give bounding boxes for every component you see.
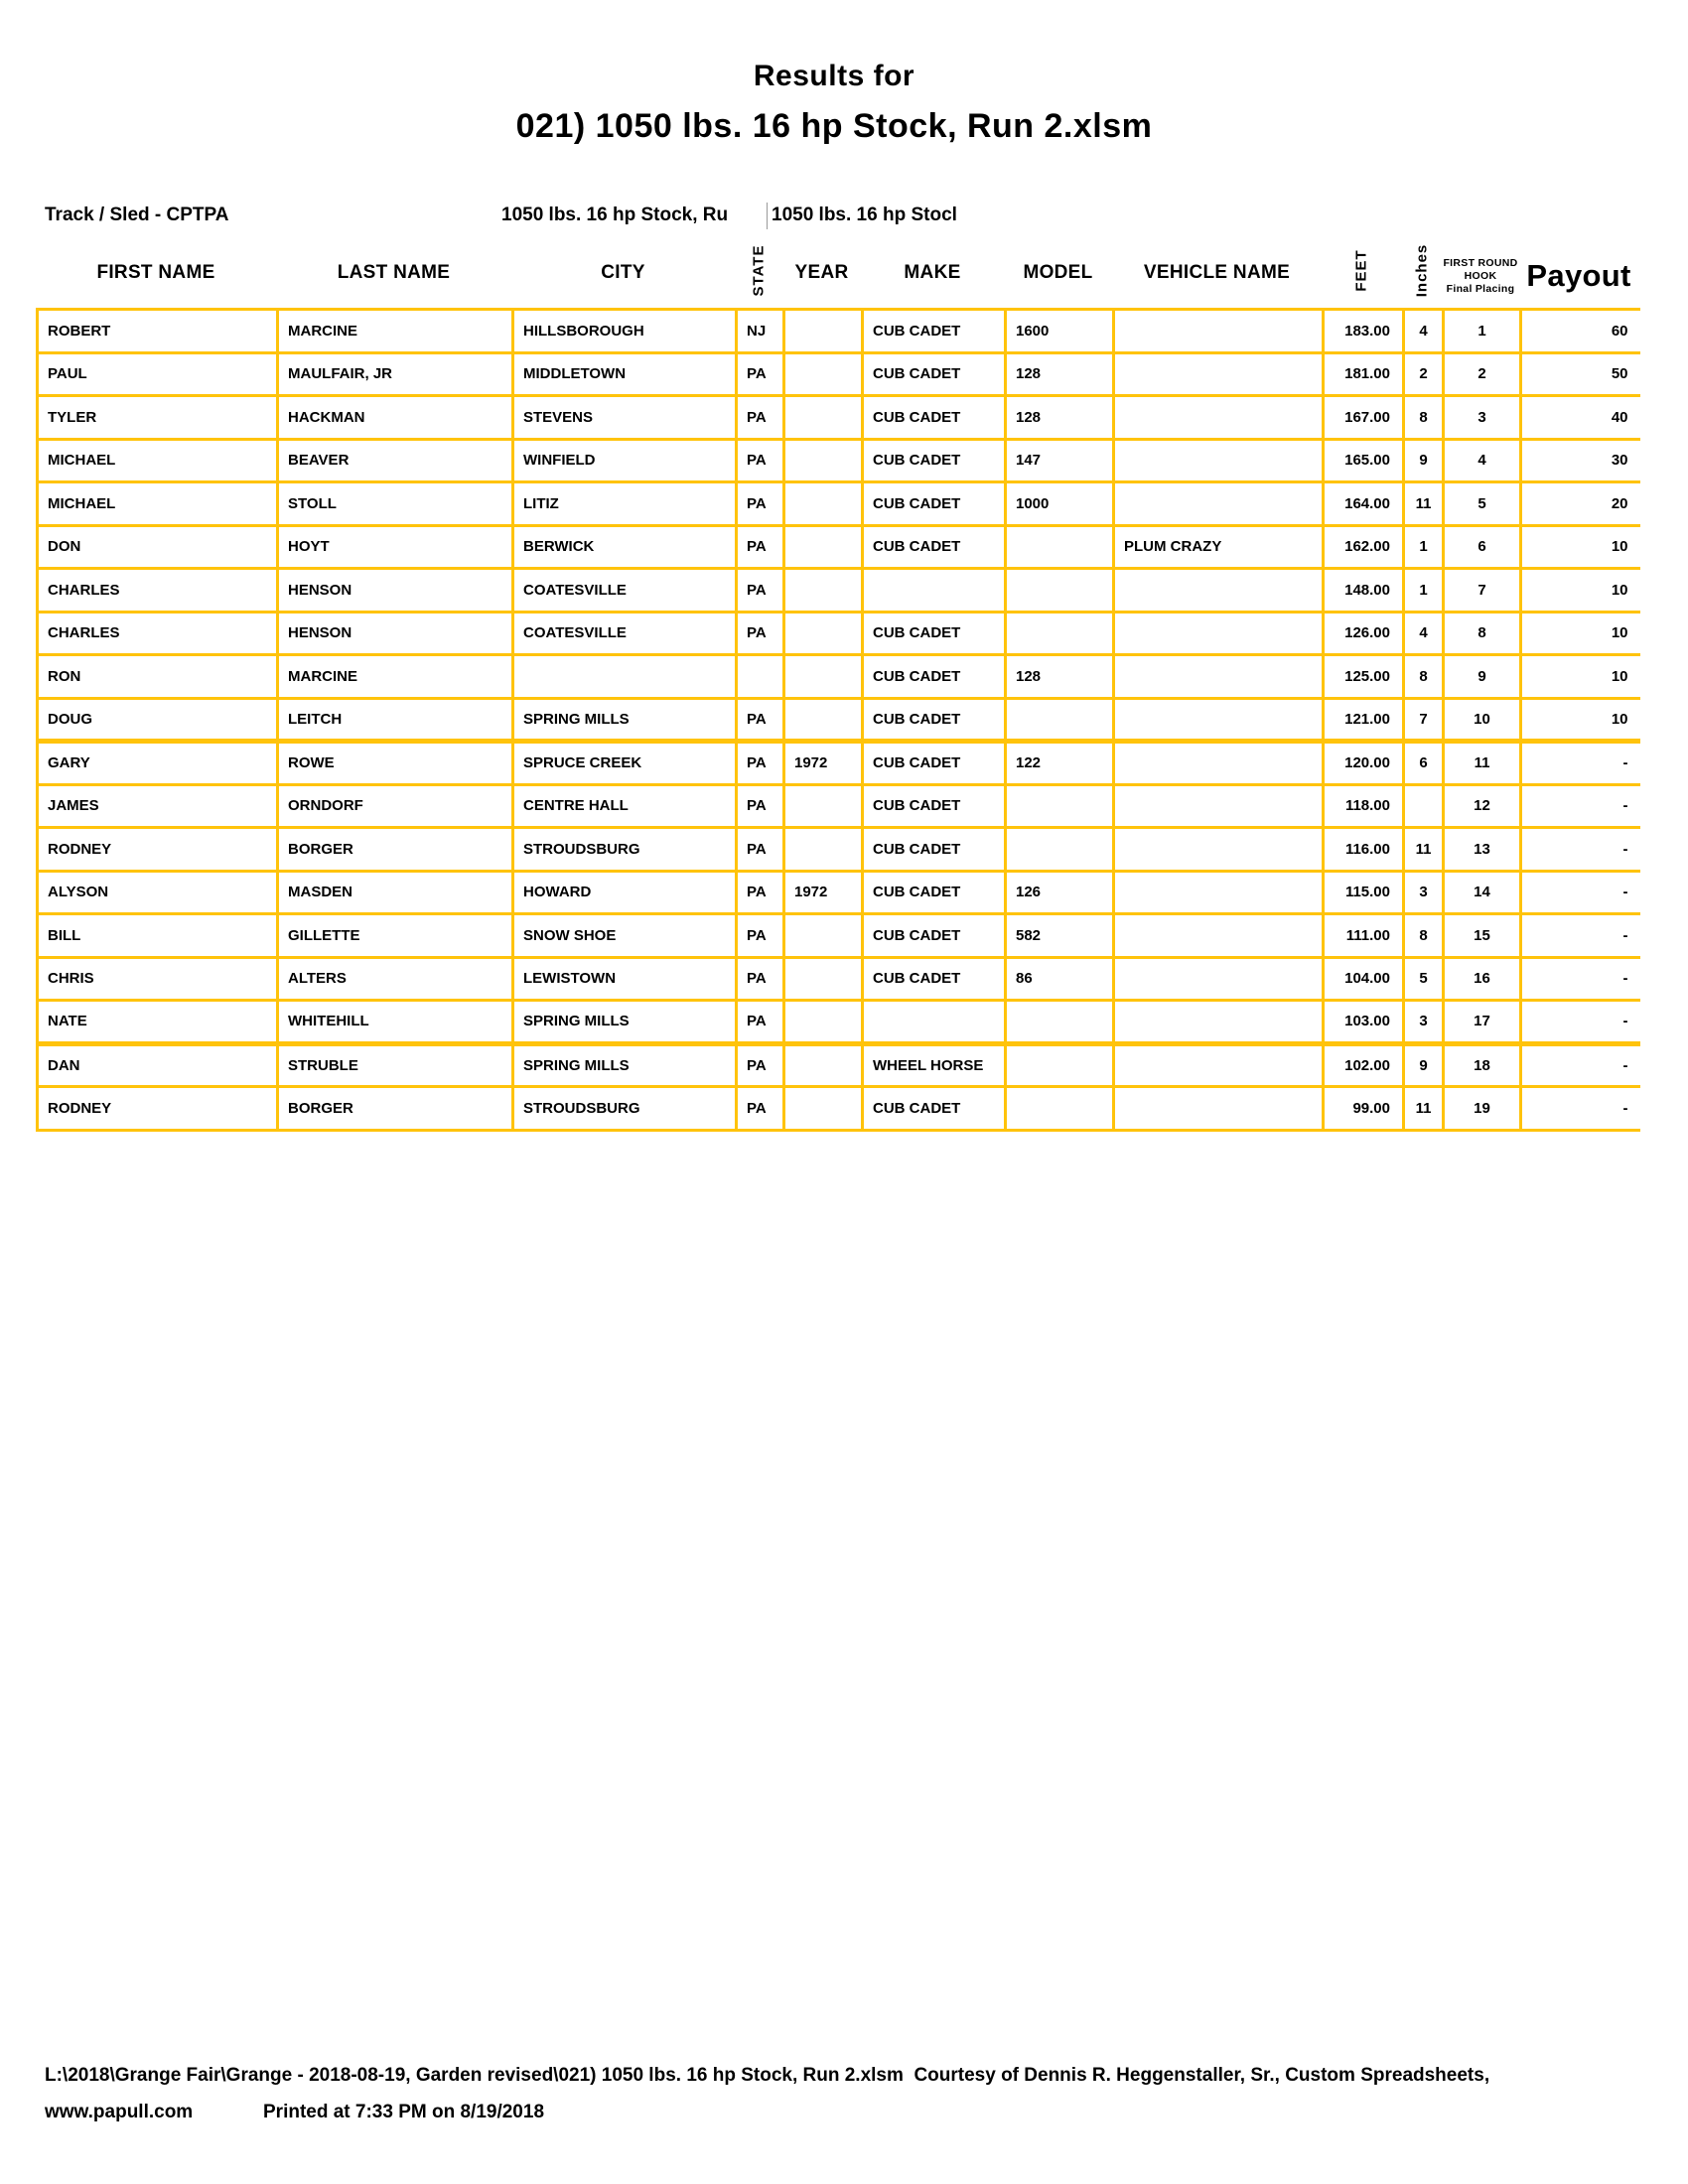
table-row [38, 310, 1640, 353]
cell-first-name: CHARLES [38, 612, 278, 655]
cell-vehicle-name [1114, 352, 1324, 396]
cell-year: 1972 [784, 871, 863, 914]
cell-hook: 19 [1444, 1087, 1521, 1131]
cell-payout: - [1521, 1001, 1640, 1044]
cell-state: PA [737, 352, 784, 396]
cell-model [1006, 525, 1114, 569]
cell-payout: - [1521, 828, 1640, 872]
cell-city: CENTRE HALL [513, 784, 737, 828]
cell-vehicle-name [1114, 742, 1324, 785]
cell-state: PA [737, 482, 784, 526]
cell-first-name: DON [38, 525, 278, 569]
table-row [38, 396, 1640, 440]
cell-feet: 121.00 [1324, 698, 1404, 742]
cell-inches: 8 [1404, 396, 1444, 440]
cell-feet: 111.00 [1324, 914, 1404, 958]
cell-year [784, 698, 863, 742]
report-filename-title: 021) 1050 lbs. 16 hp Stock, Run 2.xlsm [515, 107, 1153, 145]
column-header-state [735, 232, 782, 308]
cell-year [784, 1001, 863, 1044]
cell-vehicle-name [1114, 482, 1324, 526]
cell-hook: 18 [1444, 1043, 1521, 1087]
table-row [38, 525, 1640, 569]
cell-payout: - [1521, 1043, 1640, 1087]
cell-year [784, 439, 863, 482]
column-header-vehicle-name: VEHICLE NAME [1143, 262, 1291, 283]
cell-last-name: ORNDORF [278, 784, 513, 828]
cell-make: CUB CADET [863, 310, 1006, 353]
cell-state: PA [737, 396, 784, 440]
cell-make: CUB CADET [863, 828, 1006, 872]
cell-hook: 13 [1444, 828, 1521, 872]
cell-make: CUB CADET [863, 439, 1006, 482]
footer-second-line [45, 2102, 1653, 2125]
cell-year [784, 352, 863, 396]
cell-first-name: MICHAEL [38, 482, 278, 526]
cell-payout: 10 [1521, 612, 1640, 655]
cell-state: PA [737, 742, 784, 785]
cell-year [784, 482, 863, 526]
cell-vehicle-name [1114, 612, 1324, 655]
cell-payout: 10 [1521, 698, 1640, 742]
cell-city: SPRING MILLS [513, 698, 737, 742]
cell-city: SNOW SHOE [513, 914, 737, 958]
cell-last-name: LEITCH [278, 698, 513, 742]
cell-feet: 183.00 [1324, 310, 1404, 353]
cell-last-name: GILLETTE [278, 914, 513, 958]
cell-last-name: MASDEN [278, 871, 513, 914]
cell-vehicle-name [1114, 1001, 1324, 1044]
cell-first-name: MICHAEL [38, 439, 278, 482]
cell-state: PA [737, 1001, 784, 1044]
cell-city [513, 655, 737, 699]
cell-feet: 181.00 [1324, 352, 1404, 396]
table-header-row [36, 232, 1638, 308]
cell-make: WHEEL HORSE [863, 1043, 1006, 1087]
track-sled-label: Track / Sled - CPTPA [45, 205, 229, 225]
cell-inches: 1 [1404, 569, 1444, 613]
cell-first-name: GARY [38, 742, 278, 785]
cell-make: CUB CADET [863, 957, 1006, 1001]
cell-city: HILLSBOROUGH [513, 310, 737, 353]
cell-make: CUB CADET [863, 698, 1006, 742]
cell-model: 1600 [1006, 310, 1114, 353]
cell-first-name: DOUG [38, 698, 278, 742]
table-row [38, 482, 1640, 526]
cell-inches: 4 [1404, 310, 1444, 353]
cell-city: STEVENS [513, 396, 737, 440]
cell-payout: 10 [1521, 655, 1640, 699]
results-tbody [38, 310, 1640, 1131]
cell-vehicle-name [1114, 957, 1324, 1001]
cell-last-name: ALTERS [278, 957, 513, 1001]
cell-state: PA [737, 914, 784, 958]
cell-year [784, 310, 863, 353]
cell-city: WINFIELD [513, 439, 737, 482]
table-row [38, 655, 1640, 699]
cell-inches: 6 [1404, 742, 1444, 785]
cell-feet: 118.00 [1324, 784, 1404, 828]
cell-feet: 162.00 [1324, 525, 1404, 569]
cell-first-name: ROBERT [38, 310, 278, 353]
cell-state: PA [737, 957, 784, 1001]
class-name-left: 1050 lbs. 16 hp Stock, Ru [501, 205, 729, 225]
cell-first-name: NATE [38, 1001, 278, 1044]
cell-city: STROUDSBURG [513, 1087, 737, 1131]
cell-make: CUB CADET [863, 482, 1006, 526]
cell-make: CUB CADET [863, 742, 1006, 785]
cell-hook: 11 [1444, 742, 1521, 785]
cell-first-name: ALYSON [38, 871, 278, 914]
cell-hook: 10 [1444, 698, 1521, 742]
cell-payout: - [1521, 871, 1640, 914]
cell-hook: 5 [1444, 482, 1521, 526]
cell-state: PA [737, 698, 784, 742]
cell-make: CUB CADET [863, 1087, 1006, 1131]
cell-year [784, 612, 863, 655]
cell-inches: 7 [1404, 698, 1444, 742]
cell-vehicle-name [1114, 396, 1324, 440]
cell-payout: 30 [1521, 439, 1640, 482]
cell-payout: 10 [1521, 525, 1640, 569]
cell-vehicle-name [1114, 784, 1324, 828]
cell-feet: 116.00 [1324, 828, 1404, 872]
cell-model: 147 [1006, 439, 1114, 482]
cell-last-name: HACKMAN [278, 396, 513, 440]
cell-city: LITIZ [513, 482, 737, 526]
cell-make: CUB CADET [863, 396, 1006, 440]
cell-city: SPRING MILLS [513, 1043, 737, 1087]
cell-last-name: ROWE [278, 742, 513, 785]
table-row [38, 871, 1640, 914]
table-row [38, 439, 1640, 482]
cell-state: NJ [737, 310, 784, 353]
column-header-last-name: LAST NAME [337, 262, 451, 283]
cell-feet: 125.00 [1324, 655, 1404, 699]
column-header-label: STATE [750, 244, 768, 296]
cell-last-name: HENSON [278, 612, 513, 655]
column-header-city: CITY [601, 262, 645, 283]
cell-hook: 1 [1444, 310, 1521, 353]
cell-hook: 8 [1444, 612, 1521, 655]
cell-vehicle-name [1114, 439, 1324, 482]
cell-payout: - [1521, 1087, 1640, 1131]
cell-inches: 2 [1404, 352, 1444, 396]
cell-model: 86 [1006, 957, 1114, 1001]
cell-vehicle-name: PLUM CRAZY [1114, 525, 1324, 569]
cell-inches [1404, 784, 1444, 828]
cell-make: CUB CADET [863, 612, 1006, 655]
cell-inches: 9 [1404, 1043, 1444, 1087]
cell-vehicle-name [1114, 310, 1324, 353]
class-name-right: 1050 lbs. 16 hp Stocl [772, 205, 957, 225]
report-footer [45, 2065, 1653, 2125]
cell-payout: - [1521, 914, 1640, 958]
cell-feet: 104.00 [1324, 957, 1404, 1001]
cell-last-name: MARCINE [278, 655, 513, 699]
cell-model [1006, 1043, 1114, 1087]
cell-model [1006, 569, 1114, 613]
cell-make [863, 569, 1006, 613]
cell-vehicle-name [1114, 871, 1324, 914]
cell-model: 126 [1006, 871, 1114, 914]
results-table [36, 308, 1640, 1132]
cell-city: COATESVILLE [513, 569, 737, 613]
cell-make: CUB CADET [863, 352, 1006, 396]
cell-vehicle-name [1114, 828, 1324, 872]
cell-model [1006, 828, 1114, 872]
cell-city: HOWARD [513, 871, 737, 914]
cell-hook: 6 [1444, 525, 1521, 569]
column-header-label-line: FIRST ROUND [1443, 257, 1518, 269]
cell-vehicle-name [1114, 914, 1324, 958]
printed-timestamp: Printed at 7:33 PM on 8/19/2018 [263, 2102, 545, 2122]
report-title-block [10, 60, 1658, 146]
website-text: www.papull.com [45, 2102, 194, 2122]
cell-payout: 40 [1521, 396, 1640, 440]
cell-hook: 7 [1444, 569, 1521, 613]
cell-model [1006, 698, 1114, 742]
cell-payout: 60 [1521, 310, 1640, 353]
column-header-label-line: HOOK [1464, 270, 1497, 282]
table-row [38, 698, 1640, 742]
column-header-feet [1322, 232, 1402, 308]
cell-first-name: CHRIS [38, 957, 278, 1001]
cell-city: COATESVILLE [513, 612, 737, 655]
cell-inches: 5 [1404, 957, 1444, 1001]
cell-hook: 16 [1444, 957, 1521, 1001]
cell-hook: 14 [1444, 871, 1521, 914]
table-row [38, 914, 1640, 958]
cell-make: CUB CADET [863, 784, 1006, 828]
column-header-hook [1442, 257, 1519, 296]
cell-feet: 164.00 [1324, 482, 1404, 526]
cell-payout: 20 [1521, 482, 1640, 526]
cell-city: SPRUCE CREEK [513, 742, 737, 785]
cell-year [784, 1087, 863, 1131]
cell-last-name: BORGER [278, 1087, 513, 1131]
cell-vehicle-name [1114, 1043, 1324, 1087]
column-header-make: MAKE [904, 262, 961, 283]
cell-payout: - [1521, 957, 1640, 1001]
cell-year [784, 1043, 863, 1087]
cell-state: PA [737, 1043, 784, 1087]
cell-model: 128 [1006, 352, 1114, 396]
table-row [38, 784, 1640, 828]
cell-inches: 11 [1404, 482, 1444, 526]
report-title: Results for [753, 60, 915, 92]
cell-make: CUB CADET [863, 655, 1006, 699]
cell-hook: 12 [1444, 784, 1521, 828]
cell-state: PA [737, 1087, 784, 1131]
table-row [38, 742, 1640, 785]
column-header-label-line: Final Placing [1446, 283, 1515, 295]
cell-city: LEWISTOWN [513, 957, 737, 1001]
cell-feet: 126.00 [1324, 612, 1404, 655]
cell-hook: 15 [1444, 914, 1521, 958]
cell-year [784, 828, 863, 872]
cell-inches: 8 [1404, 655, 1444, 699]
cell-first-name: TYLER [38, 396, 278, 440]
cell-state: PA [737, 525, 784, 569]
cell-make [863, 1001, 1006, 1044]
cell-state: PA [737, 871, 784, 914]
cell-feet: 99.00 [1324, 1087, 1404, 1131]
cell-last-name: BORGER [278, 828, 513, 872]
cell-hook: 17 [1444, 1001, 1521, 1044]
cell-hook: 4 [1444, 439, 1521, 482]
cell-inches: 3 [1404, 871, 1444, 914]
cell-inches: 11 [1404, 1087, 1444, 1131]
cell-last-name: STOLL [278, 482, 513, 526]
cell-payout: - [1521, 742, 1640, 785]
cell-first-name: RODNEY [38, 1087, 278, 1131]
cell-last-name: BEAVER [278, 439, 513, 482]
cell-year [784, 957, 863, 1001]
column-header-label: FEET [1353, 248, 1370, 292]
cell-make: CUB CADET [863, 525, 1006, 569]
cell-first-name: BILL [38, 914, 278, 958]
cell-first-name: DAN [38, 1043, 278, 1087]
cell-year [784, 914, 863, 958]
cell-state: PA [737, 612, 784, 655]
cell-feet: 167.00 [1324, 396, 1404, 440]
cell-model: 582 [1006, 914, 1114, 958]
column-header-model: MODEL [1023, 262, 1093, 283]
table-row [38, 352, 1640, 396]
cell-hook: 3 [1444, 396, 1521, 440]
cell-inches: 11 [1404, 828, 1444, 872]
cell-first-name: CHARLES [38, 569, 278, 613]
cell-model: 128 [1006, 655, 1114, 699]
cell-feet: 115.00 [1324, 871, 1404, 914]
cell-first-name: RODNEY [38, 828, 278, 872]
cell-feet: 165.00 [1324, 439, 1404, 482]
cell-feet: 103.00 [1324, 1001, 1404, 1044]
file-path-text: L:\2018\Grange Fair\Grange - 2018-08-19, Garden revised\021) 1050 lbs. 16 hp Stock, Run 2.xlsm Courtesy of Dennis R. Heggenstaller, Sr., Custom Spreadsheets, [45, 2065, 1490, 2086]
cell-model [1006, 1087, 1114, 1131]
cell-payout: 10 [1521, 569, 1640, 613]
column-header-payout: Payout [1526, 258, 1631, 293]
cell-last-name: WHITEHILL [278, 1001, 513, 1044]
cell-model [1006, 1001, 1114, 1044]
cell-city: BERWICK [513, 525, 737, 569]
cell-state: PA [737, 569, 784, 613]
table-row [38, 1043, 1640, 1087]
cell-inches: 1 [1404, 525, 1444, 569]
cell-inches: 3 [1404, 1001, 1444, 1044]
cell-feet: 120.00 [1324, 742, 1404, 785]
column-header-year: YEAR [794, 262, 849, 283]
cell-year [784, 784, 863, 828]
table-row [38, 1087, 1640, 1131]
cell-vehicle-name [1114, 569, 1324, 613]
column-header-first-name: FIRST NAME [96, 262, 215, 283]
cell-city: MIDDLETOWN [513, 352, 737, 396]
cell-model [1006, 612, 1114, 655]
column-header-inches [1402, 232, 1442, 308]
cell-year [784, 655, 863, 699]
cell-last-name: STRUBLE [278, 1043, 513, 1087]
class-cell-divider [767, 203, 768, 229]
cell-inches: 8 [1404, 914, 1444, 958]
cell-state: PA [737, 784, 784, 828]
cell-model: 128 [1006, 396, 1114, 440]
cell-model: 1000 [1006, 482, 1114, 526]
cell-vehicle-name [1114, 698, 1324, 742]
cell-model [1006, 784, 1114, 828]
cell-last-name: MARCINE [278, 310, 513, 353]
cell-year: 1972 [784, 742, 863, 785]
cell-first-name: RON [38, 655, 278, 699]
cell-hook: 9 [1444, 655, 1521, 699]
cell-state: PA [737, 439, 784, 482]
cell-first-name: PAUL [38, 352, 278, 396]
cell-vehicle-name [1114, 1087, 1324, 1131]
cell-last-name: MAULFAIR, JR [278, 352, 513, 396]
cell-make: CUB CADET [863, 914, 1006, 958]
table-row [38, 1001, 1640, 1044]
cell-state [737, 655, 784, 699]
cell-year [784, 569, 863, 613]
column-header-label: Inches [1413, 243, 1431, 297]
cell-inches: 9 [1404, 439, 1444, 482]
table-row [38, 569, 1640, 613]
cell-feet: 148.00 [1324, 569, 1404, 613]
table-row [38, 957, 1640, 1001]
cell-city: STROUDSBURG [513, 828, 737, 872]
cell-vehicle-name [1114, 655, 1324, 699]
cell-last-name: HENSON [278, 569, 513, 613]
table-row [38, 612, 1640, 655]
cell-year [784, 525, 863, 569]
cell-city: SPRING MILLS [513, 1001, 737, 1044]
cell-inches: 4 [1404, 612, 1444, 655]
cell-hook: 2 [1444, 352, 1521, 396]
cell-payout: - [1521, 784, 1640, 828]
cell-last-name: HOYT [278, 525, 513, 569]
cell-first-name: JAMES [38, 784, 278, 828]
cell-model: 122 [1006, 742, 1114, 785]
cell-feet: 102.00 [1324, 1043, 1404, 1087]
cell-payout: 50 [1521, 352, 1640, 396]
cell-make: CUB CADET [863, 871, 1006, 914]
cell-year [784, 396, 863, 440]
report-subheader [0, 205, 1688, 232]
table-row [38, 828, 1640, 872]
cell-state: PA [737, 828, 784, 872]
